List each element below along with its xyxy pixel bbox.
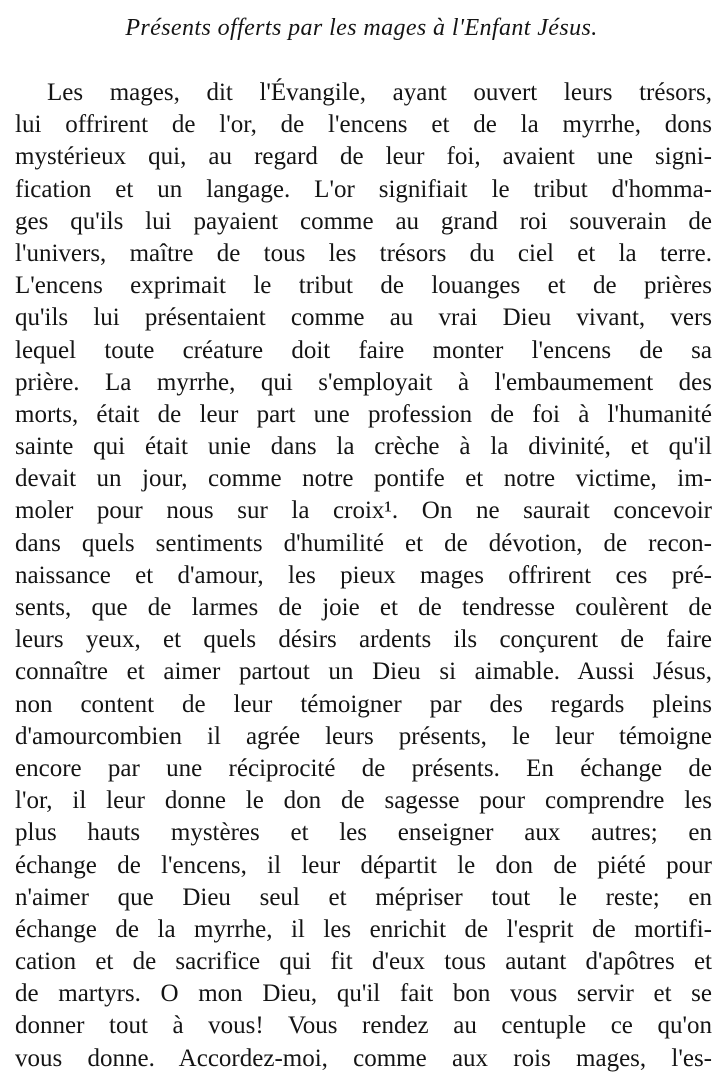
text-line: morts, était de leur part une profession de foi à l'humanité (15, 400, 712, 428)
text-line: vous donne. Accordez-moi, comme aux rois mages, l'es- (15, 1044, 712, 1072)
text-line: encore par une réciprocité de présents. En échange de (15, 754, 712, 782)
text-line: échange de la myrrhe, il les enrichit de l'esprit de mortifi- (15, 915, 712, 943)
text-line: L'encens exprimait le tribut de louanges et de prières (15, 272, 712, 300)
text-line: échange de l'encens, il leur départit le don de piété pour (15, 851, 712, 879)
text-line: donner tout à vous! Vous rendez au centuple ce qu'on (15, 1012, 712, 1040)
text-line: fication et un langage. L'or signifiait le tribut d'homma- (15, 175, 712, 203)
text-line: cation et de sacrifice qui fit d'eux tous autant d'apôtres et (15, 948, 712, 976)
text-line: de martyrs. O mon Dieu, qu'il fait bon vous servir et se (15, 980, 712, 1008)
text-line: naissance et d'amour, les pieux mages offrirent ces pré- (15, 561, 712, 589)
text-line: n'aimer que Dieu seul et mépriser tout le reste; en (15, 883, 712, 911)
text-line: devait un jour, comme notre pontife et notre victime, im- (15, 465, 712, 493)
body-text (15, 77, 712, 1075)
text-line: mystérieux qui, au regard de leur foi, avaient une signi- (15, 143, 712, 171)
text-line: l'univers, maître de tous les trésors du ciel et la terre. (15, 239, 712, 267)
text-line: sainte qui était unie dans la crèche à la divinité, et qu'il (15, 433, 712, 461)
text-line: leurs yeux, et quels désirs ardents ils conçurent de faire (15, 626, 712, 654)
text-line: plus hauts mystères et les enseigner aux autres; en (15, 819, 712, 847)
text-line: ges qu'ils lui payaient comme au grand roi souverain de (15, 207, 712, 235)
text-line: Les mages, dit l'Évangile, ayant ouvert leurs trésors, (47, 79, 712, 106)
text-line: lui offrirent de l'or, de l'encens et de la myrrhe, dons (15, 111, 712, 139)
text-line: connaître et aimer partout un Dieu si aimable. Aussi Jésus, (15, 658, 712, 686)
text-line: non content de leur témoigner par des regards pleins (15, 690, 712, 718)
text-line: lequel toute créature doit faire monter l'encens de sa (15, 336, 712, 364)
text-line: prière. La myrrhe, qui s'employait à l'embaumement des (15, 368, 712, 396)
text-line: moler pour nous sur la croix¹. On ne saurait concevoir (15, 497, 712, 525)
text-line: qu'ils lui présentaient comme au vrai Dieu vivant, vers (15, 304, 712, 332)
section-title: Présents offerts par les mages à l'Enfant Jésus. (125, 15, 598, 41)
text-line: dans quels sentiments d'humilité et de dévotion, de recon- (15, 529, 712, 557)
text-line: sents, que de larmes de joie et de tendresse coulèrent de (15, 594, 712, 621)
text-line: d'amourcombien il agrée leurs présents, le leur témoigne (15, 722, 712, 750)
text-line: l'or, il leur donne le don de sagesse pour comprendre les (15, 787, 712, 815)
